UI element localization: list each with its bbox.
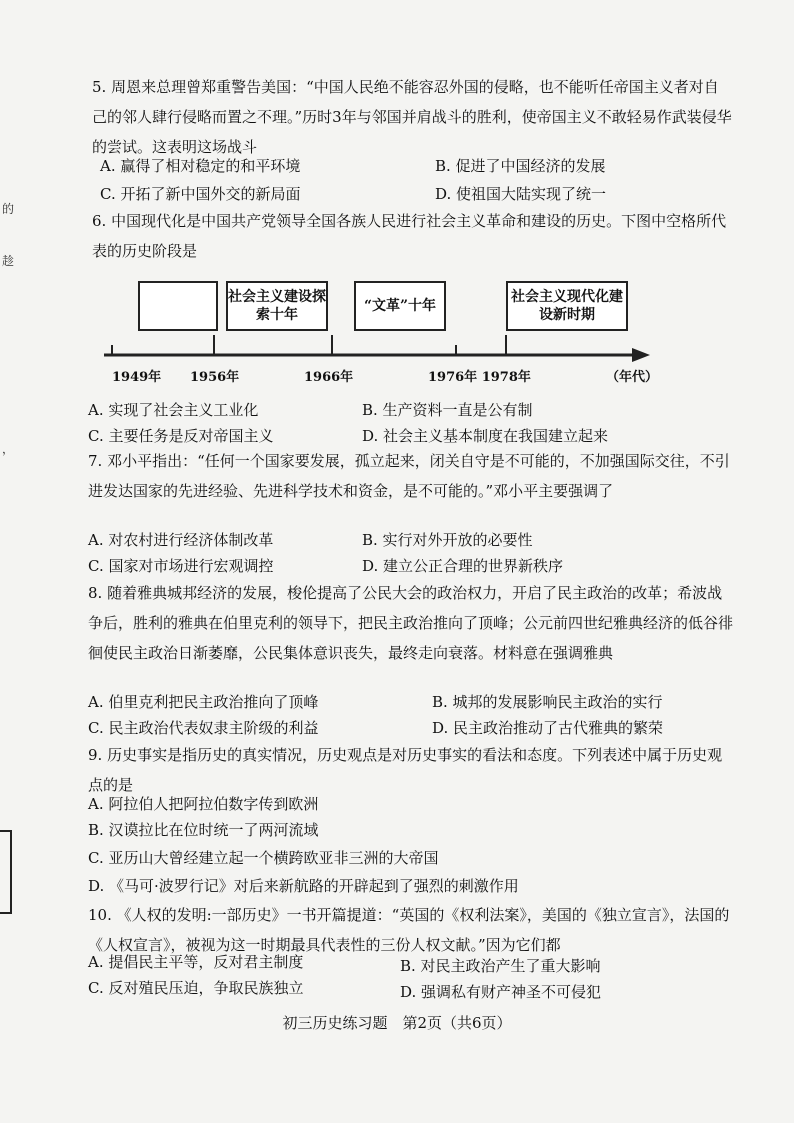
question-5-option-a: A. 赢得了相对稳定的和平环境 [100, 157, 301, 175]
question-6-option-c: C. 主要任务是反对帝国主义 [88, 427, 274, 445]
timeline-year-1976-1978: 1976年 1978年 [428, 370, 531, 385]
question-7-option-a: A. 对农村进行经济体制改革 [88, 531, 274, 549]
question-8-option-c: C. 民主政治代表奴隶主阶级的利益 [88, 719, 319, 737]
timeline-blank-box [138, 281, 218, 331]
timeline-year-1956: 1956年 [190, 370, 240, 385]
question-10-option-c: C. 反对殖民压迫，争取民族独立 [88, 979, 304, 997]
question-7-stem: 7. 邓小平指出：“任何一个国家要发展，孤立起来，闭关自守是不可能的，不加强国际交往，不引进发达国家的先进经验、先进科学技术和资金，是不可能的。”邓小平主要强调了 [88, 452, 730, 500]
question-8-stem: 8. 随着雅典城邦经济的发展，梭伦提高了公民大会的政治权力，开启了民主政治的改革；希波战争后，胜利的雅典在伯里克利的领导下，把民主政治推向了顶峰；公元前四世纪雅典经济的低谷徘徊使民主政治日渐萎靡，公民集体意识丧失，最终走向衰落。材料意在强调雅典 [88, 584, 734, 662]
binding-edge-box [0, 830, 12, 914]
timeline-box-exploration: 社会主义建设探索十年 [226, 281, 328, 331]
question-8-option-a: A. 伯里克利把民主政治推向了顶峰 [88, 693, 319, 711]
question-7-option-d: D. 建立公正合理的世界新秩序 [362, 557, 564, 575]
question-9-option-b: B. 汉谟拉比在位时统一了两河流域 [88, 821, 319, 839]
question-10-option-d: D. 强调私有财产神圣不可侵犯 [400, 983, 602, 1001]
question-6-stem: 6. 中国现代化是中国共产党领导全国各族人民进行社会主义革命和建设的历史。下图中空格所代表的历史阶段是 [92, 212, 727, 260]
question-5-option-b: B. 促进了中国经济的发展 [435, 157, 606, 175]
question-10-stem: 10. 《人权的发明:一部历史》一书开篇提道：“英国的《权利法案》，美国的《独立宣言》，法国的《人权宣言》，被视为这一时期最具代表性的三份人权文献。”因为它们都 [88, 906, 730, 954]
question-9-option-a: A. 阿拉伯人把阿拉伯数字传到欧洲 [88, 795, 319, 813]
timeline-box-modernization: 社会主义现代化建设新时期 [506, 281, 628, 331]
timeline-year-1966: 1966年 [304, 370, 354, 385]
question-9-stem: 9. 历史事实是指历史的真实情况，历史观点是对历史事实的看法和态度。下列表述中属于历史观点的是 [88, 746, 723, 794]
question-10-option-a: A. 提倡民主平等，反对君主制度 [88, 953, 304, 971]
question-7-option-b: B. 实行对外开放的必要性 [362, 531, 533, 549]
timeline-unit-label: （年代） [606, 370, 659, 385]
question-5-stem: 5. 周恩来总理曾郑重警告美国：“中国人民绝不能容忍外国的侵略，也不能听任帝国主义者对自己的邻人肆行侵略而置之不理。”历时3年与邻国并肩战斗的胜利，使帝国主义不敢轻易作武装侵华的尝试。这表明这场战斗 [92, 78, 732, 156]
margin-mark: 趁 [2, 254, 15, 268]
timeline-year-1949: 1949年 [112, 370, 162, 385]
question-9-option-c: C. 亚历山大曾经建立起一个横跨欧亚非三洲的大帝国 [88, 849, 439, 867]
question-8-option-b: B. 城邦的发展影响民主政治的实行 [432, 693, 663, 711]
question-6-option-d: D. 社会主义基本制度在我国建立起来 [362, 427, 609, 445]
question-7-option-c: C. 国家对市场进行宏观调控 [88, 557, 274, 575]
history-timeline [104, 275, 659, 385]
question-6-option-b: B. 生产资料一直是公有制 [362, 401, 533, 419]
margin-mark: ， [2, 442, 15, 456]
question-5-option-d: D. 使祖国大陆实现了统一 [435, 185, 607, 203]
timeline-box-cultural-revolution: “文革”十年 [354, 281, 446, 331]
question-9-option-d: D. 《马可·波罗行记》对后来新航路的开辟起到了强烈的刺激作用 [88, 877, 519, 895]
question-8-option-d: D. 民主政治推动了古代雅典的繁荣 [432, 719, 664, 737]
page-footer: 初三历史练习题 第2页（共6页） [282, 1014, 512, 1032]
question-6-option-a: A. 实现了社会主义工业化 [88, 401, 259, 419]
question-5-option-c: C. 开拓了新中国外交的新局面 [100, 185, 301, 203]
margin-mark: 的 [2, 202, 15, 216]
question-10-option-b: B. 对民主政治产生了重大影响 [400, 957, 601, 975]
